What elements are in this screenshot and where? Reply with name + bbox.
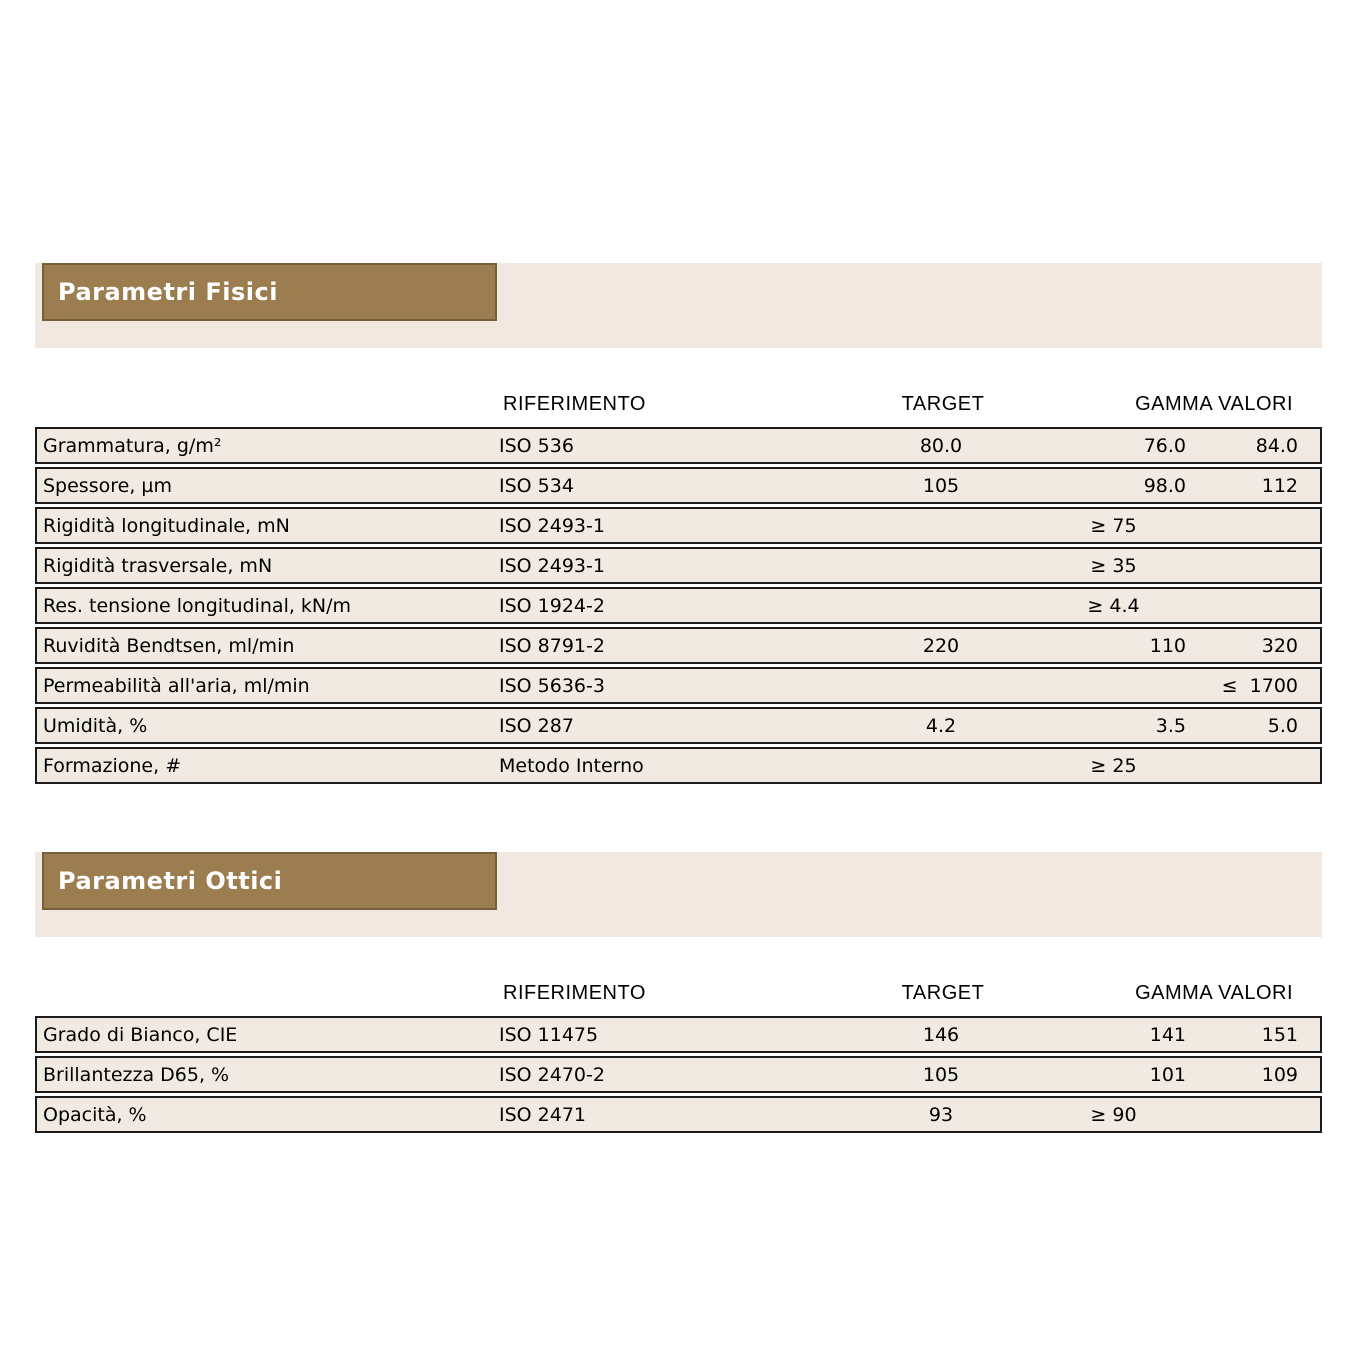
table-row bbox=[35, 547, 1322, 584]
reference-standard: ISO 287 bbox=[499, 714, 574, 737]
gamma-constraint-max: ≤ 1700 bbox=[1221, 674, 1298, 697]
section-title: Parametri Ottici bbox=[58, 867, 283, 895]
target-value: 220 bbox=[922, 634, 960, 657]
gamma-max: 109 bbox=[1261, 1063, 1298, 1086]
gamma-constraint-min: ≥ 75 bbox=[1090, 514, 1137, 537]
gamma-max: 320 bbox=[1261, 634, 1298, 657]
target-value bbox=[856, 749, 1026, 782]
reference-standard: Metodo Interno bbox=[499, 754, 644, 777]
col-header-riferimento: RIFERIMENTO bbox=[503, 393, 646, 415]
gamma-constraint-min: ≥ 4.4 bbox=[1087, 594, 1140, 617]
gamma-max: 84.0 bbox=[1255, 434, 1298, 457]
param-name: Permeabilità all'aria, ml/min bbox=[43, 674, 310, 697]
gamma-max: 112 bbox=[1261, 474, 1298, 497]
gamma-max: 5.0 bbox=[1267, 714, 1298, 737]
target-value: 105 bbox=[922, 474, 960, 497]
target-value: 105 bbox=[922, 1063, 960, 1086]
table-row bbox=[35, 627, 1322, 664]
param-name: Umidità, % bbox=[43, 714, 148, 737]
physical-parameters-table bbox=[35, 427, 1322, 784]
section-title-band bbox=[35, 263, 1322, 348]
target-value: 146 bbox=[922, 1023, 960, 1046]
reference-standard: ISO 2493-1 bbox=[499, 514, 605, 537]
target-value bbox=[856, 589, 1026, 622]
table-row bbox=[35, 747, 1322, 784]
table-row bbox=[35, 1096, 1322, 1133]
param-name: Spessore, µm bbox=[43, 474, 172, 497]
reference-standard: ISO 536 bbox=[499, 434, 574, 457]
target-value bbox=[856, 669, 1026, 702]
reference-standard: ISO 5636-3 bbox=[499, 674, 605, 697]
col-header-target: TARGET bbox=[901, 393, 985, 415]
param-name: Rigidità trasversale, mN bbox=[43, 554, 273, 577]
gamma-min: 101 bbox=[1149, 1063, 1186, 1086]
reference-standard: ISO 8791-2 bbox=[499, 634, 605, 657]
table-row bbox=[35, 1016, 1322, 1053]
gamma-max bbox=[1201, 549, 1314, 582]
target-value bbox=[856, 549, 1026, 582]
table-row bbox=[35, 427, 1322, 464]
gamma-min: 110 bbox=[1149, 634, 1186, 657]
gamma-min: 76.0 bbox=[1143, 434, 1186, 457]
section-title-bar bbox=[42, 263, 497, 321]
target-value bbox=[856, 509, 1026, 542]
table-row bbox=[35, 507, 1322, 544]
reference-standard: ISO 534 bbox=[499, 474, 574, 497]
reference-standard: ISO 2493-1 bbox=[499, 554, 605, 577]
col-header-gamma-valori: GAMMA VALORI bbox=[1135, 982, 1293, 1004]
col-header-riferimento: RIFERIMENTO bbox=[503, 982, 646, 1004]
param-name: Formazione, # bbox=[43, 754, 182, 777]
target-value: 80.0 bbox=[919, 434, 963, 457]
param-name: Res. tensione longitudinal, kN/m bbox=[43, 594, 352, 617]
gamma-constraint-min: ≥ 90 bbox=[1090, 1103, 1137, 1126]
reference-standard: ISO 2470-2 bbox=[499, 1063, 605, 1086]
gamma-min: 141 bbox=[1149, 1023, 1186, 1046]
gamma-max bbox=[1201, 749, 1314, 782]
optical-parameters-table bbox=[35, 1016, 1322, 1133]
table-row bbox=[35, 707, 1322, 744]
reference-standard: ISO 2471 bbox=[499, 1103, 587, 1126]
section-title-band bbox=[35, 852, 1322, 937]
gamma-max bbox=[1201, 509, 1314, 542]
gamma-constraint-min: ≥ 25 bbox=[1090, 754, 1137, 777]
gamma-max: 151 bbox=[1261, 1023, 1298, 1046]
section-title: Parametri Fisici bbox=[58, 278, 278, 306]
gamma-min: 98.0 bbox=[1143, 474, 1186, 497]
reference-standard: ISO 1924-2 bbox=[499, 594, 605, 617]
param-name: Opacità, % bbox=[43, 1103, 147, 1126]
section-parametri-ottici bbox=[35, 852, 1322, 1133]
param-name: Grado di Bianco, CIE bbox=[43, 1023, 238, 1046]
gamma-max bbox=[1201, 1098, 1314, 1131]
gamma-constraint-min: ≥ 35 bbox=[1090, 554, 1137, 577]
col-header-target: TARGET bbox=[901, 982, 985, 1004]
section-title-bar bbox=[42, 852, 497, 910]
gamma-max bbox=[1201, 589, 1314, 622]
col-header-gamma-valori: GAMMA VALORI bbox=[1135, 393, 1293, 415]
section-parametri-fisici bbox=[35, 263, 1322, 784]
column-headers bbox=[35, 981, 1322, 1006]
table-row bbox=[35, 587, 1322, 624]
param-name: Brillantezza D65, % bbox=[43, 1063, 230, 1086]
target-value: 4.2 bbox=[925, 714, 957, 737]
section-divider-space bbox=[35, 787, 1322, 841]
column-headers bbox=[35, 392, 1322, 417]
table-row bbox=[35, 1056, 1322, 1093]
table-row bbox=[35, 667, 1322, 704]
reference-standard: ISO 11475 bbox=[499, 1023, 599, 1046]
param-name: Rigidità longitudinale, mN bbox=[43, 514, 290, 537]
target-value: 93 bbox=[928, 1103, 954, 1126]
table-row bbox=[35, 467, 1322, 504]
param-name: Grammatura, g/m² bbox=[43, 434, 222, 457]
gamma-min: 3.5 bbox=[1155, 714, 1186, 737]
param-name: Ruvidità Bendtsen, ml/min bbox=[43, 634, 295, 657]
